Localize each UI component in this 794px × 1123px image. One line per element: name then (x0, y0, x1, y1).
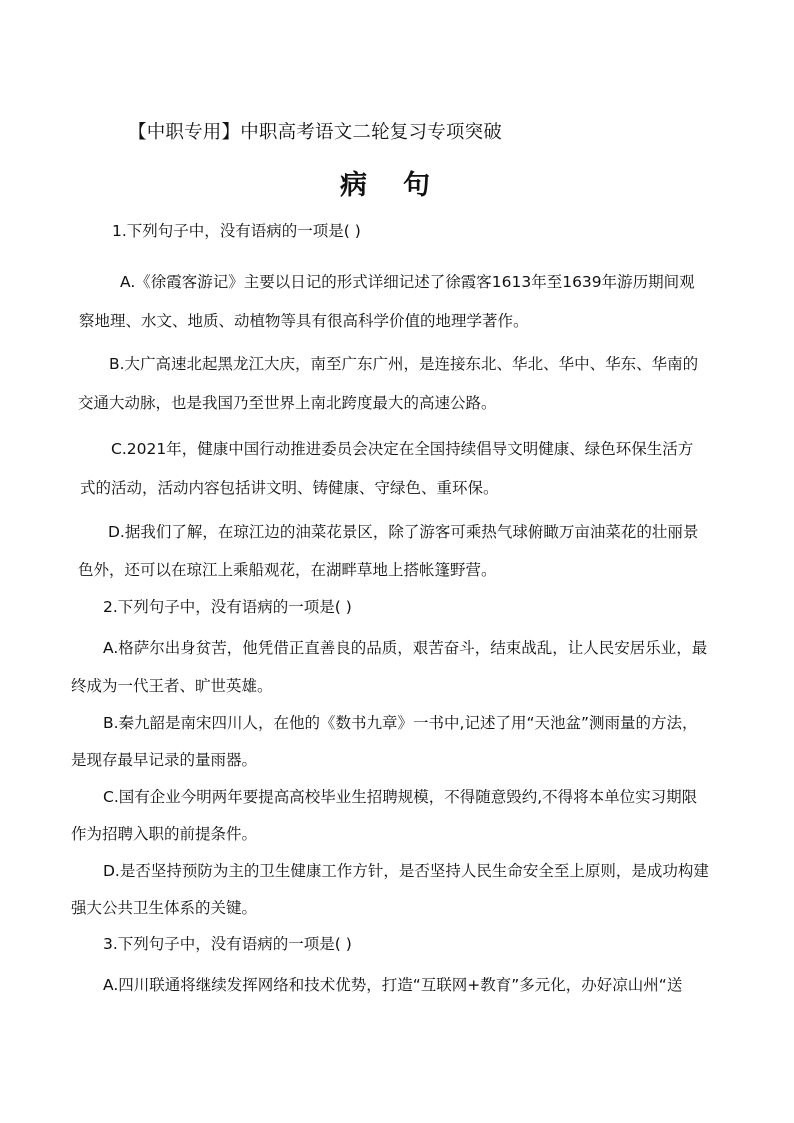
question-2-option-d-line-2: 强大公共卫生体系的关键。 (71, 899, 258, 917)
question-2-stem: 2.下列句子中，没有语病的一项是( ) (103, 598, 352, 616)
question-1-option-d-line-2: 色外，还可以在琼江上乘船观花，在湖畔草地上搭帐篷野营。 (78, 561, 497, 579)
question-1-option-a-line-2: 察地理、水文、地质、动植物等具有很高科学价值的地理学著作。 (79, 312, 529, 330)
document-subtitle: 病句 (340, 170, 466, 201)
question-1-option-c-line-2: 式的活动，活动内容包括讲文明、铸健康、守绿色、重环保。 (80, 479, 499, 497)
question-3-option-a-line-1: A.四川联通将继续发挥网络和技术优势，打造“互联网+教育”多元化，办好凉山州“送 (103, 976, 683, 994)
question-1-option-c-line-1: C.2021年，健康中国行动推进委员会决定在全国持续倡导文明健康、绿色环保生活方 (111, 440, 694, 458)
question-2-option-b-line-2: 是现存最早记录的量雨器。 (71, 751, 258, 769)
question-2-option-c-line-2: 作为招聘入职的前提条件。 (71, 825, 258, 843)
question-2-option-d-line-1: D.是否坚持预防为主的卫生健康工作方针，是否坚持人民生命安全至上原则，是成功构建 (103, 862, 709, 880)
question-3-stem: 3.下列句子中，没有语病的一项是( ) (103, 935, 352, 953)
question-2-option-a-line-1: A.格萨尔出身贫苦，他凭借正直善良的品质，艰苦奋斗，结束战乱，让人民安居乐业，最 (103, 639, 708, 657)
question-1-stem: 1.下列句子中，没有语病的一项是( ) (112, 222, 361, 240)
question-2-option-a-line-2: 终成为一代王者、旷世英雄。 (71, 677, 273, 695)
question-1-option-b-line-1: B.大广高速北起黑龙江大庆，南至广东广州，是连接东北、华北、华中、华东、华南的 (109, 355, 699, 373)
question-2-option-b-line-1: B.秦九韶是南宋四川人，在他的《数书九章》一书中,记述了用“天池盆”测雨量的方法， (103, 714, 698, 732)
question-2-option-c-line-1: C.国有企业今明两年要提高高校毕业生招聘规模，不得随意毁约,不得将本单位实习期限 (103, 788, 698, 806)
document-title: 【中职专用】中职高考语文二轮复习专项突破 (128, 122, 503, 143)
question-1-option-b-line-2: 交通大动脉，也是我国乃至世界上南北跨度最大的高速公路。 (78, 394, 497, 412)
question-1-option-a-line-1: A.《徐霞客游记》主要以日记的形式详细记述了徐霞客1613年至1639年游历期间观 (120, 273, 695, 291)
question-1-option-d-line-1: D.据我们了解，在琼江边的油菜花景区，除了游客可乘热气球俯瞰万亩油菜花的壮丽景 (108, 523, 699, 541)
